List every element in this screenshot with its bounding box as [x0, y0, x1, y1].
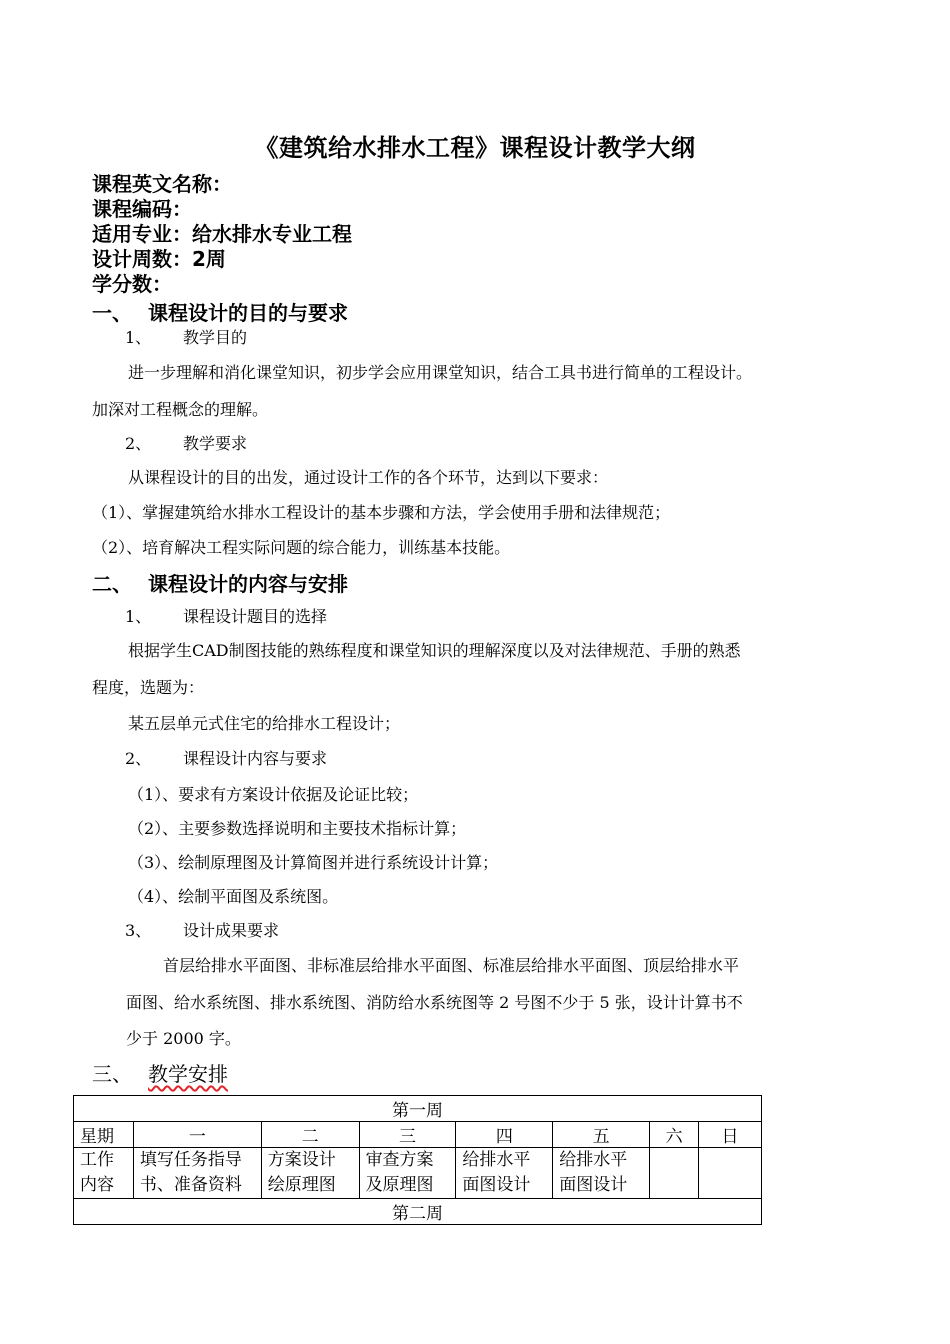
table-cell [456, 1148, 553, 1199]
table-cell [359, 1148, 456, 1199]
section1-title: 课程设计的目的与要求 [148, 301, 348, 325]
paragraph: 程度，选题为： [92, 678, 205, 697]
cell-line: 给排水平 [462, 1150, 531, 1170]
header-cell: 六 [650, 1122, 699, 1148]
header-cell: 三 [359, 1122, 456, 1148]
section2-sub1 [125, 604, 327, 627]
meta-course-code: 课程编码： [92, 197, 192, 221]
cell-line: 书、准备资料 [139, 1175, 242, 1195]
header-cell: 日 [699, 1122, 762, 1148]
header-cell: 四 [456, 1122, 553, 1148]
sub-number: 3、 [125, 921, 152, 940]
meta-major: 适用专业：给水排水专业工程 [92, 222, 352, 246]
cell-line: 绘原理图 [267, 1175, 336, 1195]
section3-heading [92, 1058, 228, 1087]
section1-sub2 [125, 431, 247, 454]
row-label-cell [74, 1148, 134, 1199]
week-row [74, 1199, 762, 1225]
table-header-row [74, 1122, 762, 1148]
paragraph: 加深对工程概念的理解。 [92, 400, 269, 419]
section3-number: 三、 [92, 1062, 132, 1086]
meta-english-name: 课程英文名称： [92, 172, 232, 196]
paragraph: 进一步理解和消化课堂知识，初步学会应用课堂知识，结合工具书进行简单的工程设计。 [128, 363, 753, 382]
content-item: （2）、主要参数选择说明和主要技术指标计算； [128, 819, 467, 838]
content-item: （4）、绘制平面图及系统图。 [128, 887, 339, 906]
cell-line: 面图设计 [462, 1175, 531, 1195]
cell-line: 方案设计 [267, 1150, 336, 1170]
meta-credits: 学分数： [92, 272, 172, 296]
section1-heading [92, 297, 348, 326]
sub-label: 设计成果要求 [183, 921, 280, 940]
table-cell [699, 1148, 762, 1199]
section2-sub3 [125, 918, 279, 941]
section2-sub2 [125, 746, 327, 769]
week2-label: 第二周 [74, 1199, 762, 1225]
section2-heading [92, 568, 348, 597]
header-cell: 二 [261, 1122, 359, 1148]
schedule-table [73, 1095, 762, 1225]
course-meta [92, 172, 352, 297]
week1-label: 第一周 [74, 1096, 762, 1122]
requirement-item: （1）、掌握建筑给水排水工程设计的基本步骤和方法，学会使用手册和法律规范； [92, 503, 671, 522]
document-title: 《建筑给水排水工程》课程设计教学大纲 [254, 134, 696, 162]
sub-number: 1、 [125, 328, 152, 347]
table-cell [133, 1148, 261, 1199]
paragraph: 面图、给水系统图、排水系统图、消防给水系统图等 2 号图不少于 5 张，设计计算书不 [126, 993, 743, 1012]
sub-number: 1、 [125, 607, 152, 626]
paragraph: 首层给排水平面图、非标准层给排水平面图、标准层给排水平面图、顶层给排水平 [163, 956, 740, 975]
content-item: （1）、要求有方案设计依据及论证比较； [128, 785, 419, 804]
paragraph: 从课程设计的目的出发，通过设计工作的各个环节，达到以下要求： [128, 468, 609, 487]
table-cell [553, 1148, 650, 1199]
sub-label: 教学目的 [183, 328, 248, 347]
paragraph: 少于 2000 字。 [126, 1029, 241, 1048]
section2-title: 课程设计的内容与安排 [148, 572, 348, 596]
sub-label: 课程设计题目的选择 [183, 607, 328, 626]
paragraph: 某五层单元式住宅的给排水工程设计； [128, 714, 401, 733]
header-cell: 星期 [74, 1122, 134, 1148]
sub-label: 课程设计内容与要求 [183, 749, 328, 768]
cell-line: 内容 [80, 1175, 114, 1195]
table-cell [261, 1148, 359, 1199]
week-row [74, 1096, 762, 1122]
paragraph: 根据学生CAD制图技能的熟练程度和课堂知识的理解深度以及对法律规范、手册的熟悉 [128, 641, 741, 660]
section1-sub1 [125, 325, 247, 348]
sub-number: 2、 [125, 434, 152, 453]
requirement-item: （2）、培育解决工程实际问题的综合能力，训练基本技能。 [92, 538, 511, 557]
table-row [74, 1148, 762, 1199]
header-cell: 一 [133, 1122, 261, 1148]
cell-line: 填写任务指导 [139, 1150, 242, 1170]
cell-line: 工作 [80, 1150, 114, 1170]
header-cell: 五 [553, 1122, 650, 1148]
cell-line: 审查方案 [365, 1150, 434, 1170]
section2-number: 二、 [92, 572, 132, 596]
cell-line: 及原理图 [365, 1175, 434, 1195]
cell-line: 给排水平 [559, 1150, 628, 1170]
table-cell [650, 1148, 699, 1199]
cell-line: 面图设计 [559, 1175, 628, 1195]
content-item: （3）、绘制原理图及计算简图并进行系统设计计算； [128, 853, 499, 872]
sub-number: 2、 [125, 749, 152, 768]
sub-label: 教学要求 [183, 434, 248, 453]
section1-number: 一、 [92, 301, 132, 325]
section3-title: 教学安排 [148, 1062, 228, 1086]
meta-weeks: 设计周数：2周 [92, 247, 226, 271]
